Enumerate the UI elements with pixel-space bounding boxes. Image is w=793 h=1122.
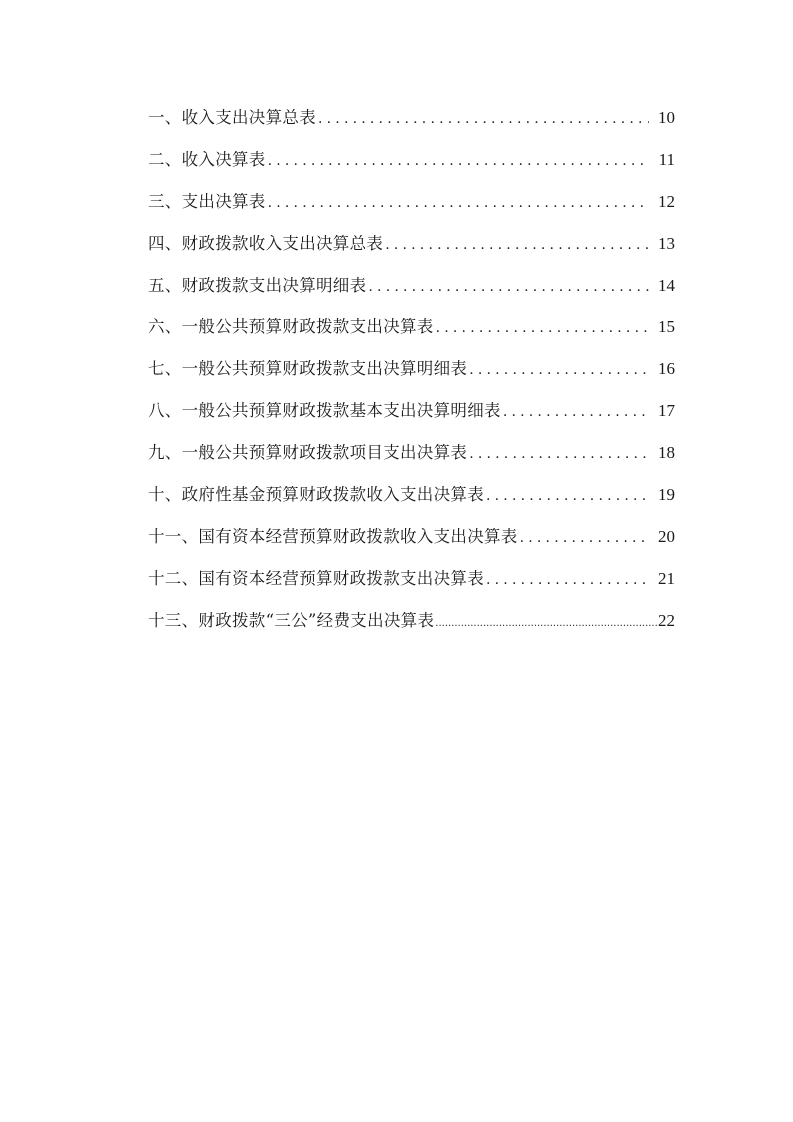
toc-entry-title: 二、收入决算表: [148, 149, 266, 169]
toc-leader-dots: [268, 143, 649, 179]
toc-leader-dots: [469, 352, 649, 388]
toc-entry[interactable]: [148, 268, 675, 310]
toc-entry-title: 一、收入支出决算总表: [148, 108, 316, 127]
toc-leader-dots: [520, 520, 649, 556]
toc-entry[interactable]: [148, 100, 675, 142]
toc-entry-page: 11: [658, 149, 675, 169]
toc-entry-page: 19: [658, 485, 675, 505]
toc-entry[interactable]: [148, 226, 675, 268]
toc-leader-dots: [486, 562, 649, 598]
toc-leader-dots: [486, 478, 649, 514]
toc-entry[interactable]: [148, 477, 675, 519]
toc-entry-title: 八、一般公共预算财政拨款基本支出决算明细表: [148, 401, 501, 421]
toc-entry[interactable]: [148, 603, 675, 645]
toc-leader-dots: [268, 185, 649, 221]
toc-entry-title: 六、一般公共预算财政拨款支出决算表: [148, 317, 434, 337]
toc-leader-dots: [385, 227, 649, 263]
toc-entry-title: 十、政府性基金预算财政拨款收入支出决算表: [148, 485, 484, 505]
toc-entry[interactable]: [148, 351, 675, 393]
toc-entry[interactable]: [148, 184, 675, 226]
toc-entry[interactable]: [148, 435, 675, 477]
toc-entry-title: 十一、国有资本经营预算财政拨款收入支出决算表: [148, 526, 518, 546]
toc-entry-page: 16: [658, 359, 675, 379]
toc-leader-dots: [436, 310, 649, 346]
toc-entry[interactable]: [148, 393, 675, 435]
toc-entry-title: 七、一般公共预算财政拨款支出决算明细表: [148, 359, 468, 379]
table-of-contents: [148, 100, 675, 645]
toc-entry-page: 10: [658, 108, 675, 127]
toc-entry-page: 20: [658, 526, 675, 546]
toc-entry-page: 17: [658, 401, 675, 421]
toc-entry[interactable]: [148, 309, 675, 351]
toc-entry-page: 22: [658, 610, 675, 630]
toc-leader-dots: [503, 394, 649, 430]
toc-entry-title: 五、财政拨款支出决算明细表: [148, 275, 367, 295]
toc-leader-dots: [318, 101, 649, 137]
toc-entry[interactable]: [148, 561, 675, 603]
toc-leader-dots: [435, 606, 658, 642]
toc-leader-dots: [368, 269, 649, 305]
toc-entry-page: 15: [658, 317, 675, 337]
toc-entry-page: 21: [658, 568, 675, 588]
toc-entry-title: 十二、国有资本经营预算财政拨款支出决算表: [148, 568, 484, 588]
toc-entry-title: 四、财政拨款收入支出决算总表: [148, 233, 384, 253]
toc-entry[interactable]: [148, 519, 675, 561]
toc-entry-page: 18: [658, 443, 675, 463]
toc-entry-title: 九、一般公共预算财政拨款项目支出决算表: [148, 443, 468, 463]
toc-entry-title: 十三、财政拨款“三公”经费支出决算表: [148, 610, 435, 630]
toc-entry-page: 14: [658, 275, 675, 295]
toc-entry-page: 12: [658, 191, 675, 211]
toc-entry[interactable]: [148, 142, 675, 184]
toc-leader-dots: [469, 436, 649, 472]
toc-entry-title: 三、支出决算表: [148, 191, 266, 211]
toc-entry-page: 13: [658, 233, 675, 253]
